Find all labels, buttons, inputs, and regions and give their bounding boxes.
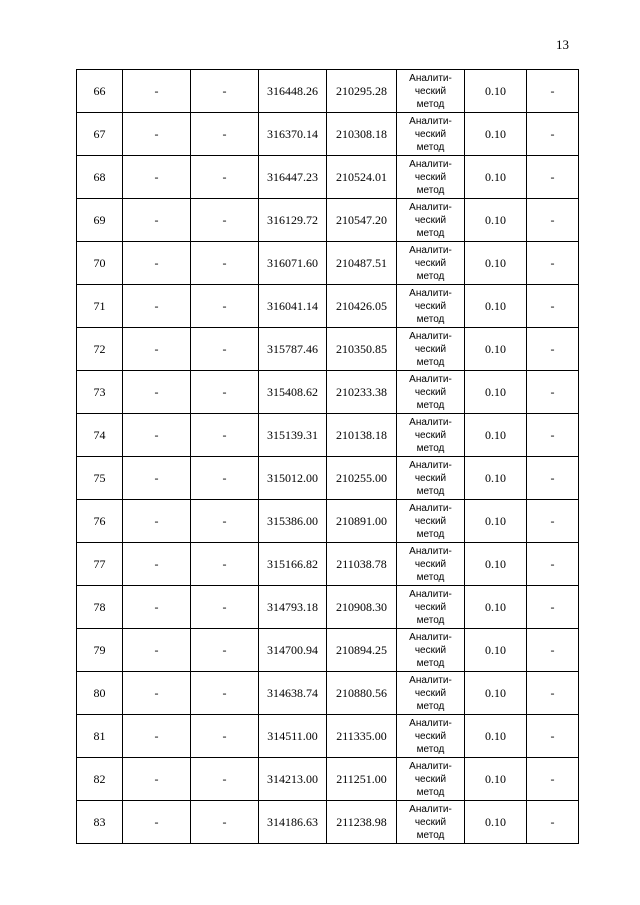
y-coordinate-cell: 210308.18 [327, 113, 397, 156]
method-line: ческий [414, 730, 447, 742]
empty-value-cell: - [527, 672, 579, 715]
y-coordinate-cell: 210255.00 [327, 457, 397, 500]
x-coordinate-cell: 314793.18 [259, 586, 327, 629]
empty-value-cell: - [123, 285, 191, 328]
table-row [77, 629, 579, 672]
point-number-cell: 75 [77, 457, 123, 500]
accuracy-cell: 0.10 [465, 113, 527, 156]
accuracy-cell: 0.10 [465, 672, 527, 715]
empty-value-cell: - [191, 758, 259, 801]
method-line: ческий [414, 300, 447, 312]
method-cell [397, 543, 465, 586]
method-line: Аналити- [409, 416, 452, 428]
accuracy-cell: 0.10 [465, 801, 527, 844]
y-coordinate-cell: 210233.38 [327, 371, 397, 414]
empty-value-cell: - [527, 801, 579, 844]
table-row [77, 199, 579, 242]
method-line: ческий [414, 214, 447, 226]
method-cell [397, 500, 465, 543]
empty-value-cell: - [123, 672, 191, 715]
method-line: метод [416, 313, 445, 325]
y-coordinate-cell: 211335.00 [327, 715, 397, 758]
method-line: метод [416, 270, 445, 282]
method-cell [397, 629, 465, 672]
method-cell [397, 672, 465, 715]
point-number-cell: 67 [77, 113, 123, 156]
accuracy-cell: 0.10 [465, 629, 527, 672]
empty-value-cell: - [527, 113, 579, 156]
x-coordinate-cell: 316041.14 [259, 285, 327, 328]
empty-value-cell: - [123, 70, 191, 113]
accuracy-cell: 0.10 [465, 371, 527, 414]
empty-value-cell: - [191, 586, 259, 629]
method-cell [397, 758, 465, 801]
x-coordinate-cell: 315386.00 [259, 500, 327, 543]
point-number-cell: 83 [77, 801, 123, 844]
empty-value-cell: - [123, 500, 191, 543]
method-cell [397, 457, 465, 500]
empty-value-cell: - [527, 199, 579, 242]
method-line: метод [416, 227, 445, 239]
empty-value-cell: - [191, 371, 259, 414]
table-row [77, 715, 579, 758]
method-line: метод [416, 571, 445, 583]
method-line: Аналити- [409, 631, 452, 643]
empty-value-cell: - [527, 371, 579, 414]
table-row [77, 371, 579, 414]
point-number-cell: 68 [77, 156, 123, 199]
table-row [77, 156, 579, 199]
method-line: ческий [414, 601, 447, 613]
method-line: Аналити- [409, 72, 452, 84]
empty-value-cell: - [527, 156, 579, 199]
method-line: ческий [414, 171, 447, 183]
empty-value-cell: - [123, 758, 191, 801]
method-line: Аналити- [409, 201, 452, 213]
empty-value-cell: - [123, 629, 191, 672]
method-line: Аналити- [409, 588, 452, 600]
y-coordinate-cell: 210426.05 [327, 285, 397, 328]
x-coordinate-cell: 315166.82 [259, 543, 327, 586]
empty-value-cell: - [527, 715, 579, 758]
method-line: ческий [414, 687, 447, 699]
table-row [77, 672, 579, 715]
method-line: Аналити- [409, 803, 452, 815]
y-coordinate-cell: 210891.00 [327, 500, 397, 543]
x-coordinate-cell: 315408.62 [259, 371, 327, 414]
empty-value-cell: - [123, 414, 191, 457]
empty-value-cell: - [191, 242, 259, 285]
accuracy-cell: 0.10 [465, 758, 527, 801]
empty-value-cell: - [527, 457, 579, 500]
method-cell [397, 371, 465, 414]
point-number-cell: 73 [77, 371, 123, 414]
empty-value-cell: - [527, 629, 579, 672]
y-coordinate-cell: 210908.30 [327, 586, 397, 629]
point-number-cell: 74 [77, 414, 123, 457]
accuracy-cell: 0.10 [465, 242, 527, 285]
method-cell [397, 801, 465, 844]
x-coordinate-cell: 316448.26 [259, 70, 327, 113]
empty-value-cell: - [191, 70, 259, 113]
accuracy-cell: 0.10 [465, 414, 527, 457]
point-number-cell: 79 [77, 629, 123, 672]
empty-value-cell: - [191, 414, 259, 457]
page-number: 13 [556, 37, 569, 52]
point-number-cell: 80 [77, 672, 123, 715]
method-line: Аналити- [409, 115, 452, 127]
empty-value-cell: - [527, 758, 579, 801]
method-line: Аналити- [409, 330, 452, 342]
x-coordinate-cell: 314638.74 [259, 672, 327, 715]
empty-value-cell: - [527, 500, 579, 543]
method-cell [397, 715, 465, 758]
method-cell [397, 414, 465, 457]
table-row [77, 242, 579, 285]
empty-value-cell: - [191, 543, 259, 586]
empty-value-cell: - [527, 586, 579, 629]
x-coordinate-cell: 314213.00 [259, 758, 327, 801]
table-row [77, 414, 579, 457]
method-line: Аналити- [409, 244, 452, 256]
accuracy-cell: 0.10 [465, 500, 527, 543]
empty-value-cell: - [123, 801, 191, 844]
accuracy-cell: 0.10 [465, 543, 527, 586]
point-number-cell: 76 [77, 500, 123, 543]
coordinates-table [76, 69, 579, 844]
method-line: метод [416, 700, 445, 712]
x-coordinate-cell: 315139.31 [259, 414, 327, 457]
method-line: метод [416, 399, 445, 411]
empty-value-cell: - [191, 156, 259, 199]
table-row [77, 801, 579, 844]
method-line: Аналити- [409, 502, 452, 514]
y-coordinate-cell: 210894.25 [327, 629, 397, 672]
table-row [77, 70, 579, 113]
method-cell [397, 328, 465, 371]
point-number-cell: 78 [77, 586, 123, 629]
method-line: ческий [414, 816, 447, 828]
table-row [77, 457, 579, 500]
y-coordinate-cell: 210138.18 [327, 414, 397, 457]
empty-value-cell: - [123, 242, 191, 285]
method-line: Аналити- [409, 459, 452, 471]
y-coordinate-cell: 211038.78 [327, 543, 397, 586]
empty-value-cell: - [527, 70, 579, 113]
accuracy-cell: 0.10 [465, 715, 527, 758]
method-cell [397, 70, 465, 113]
method-cell [397, 156, 465, 199]
method-line: ческий [414, 558, 447, 570]
method-cell [397, 285, 465, 328]
method-line: ческий [414, 429, 447, 441]
point-number-cell: 66 [77, 70, 123, 113]
empty-value-cell: - [527, 414, 579, 457]
empty-value-cell: - [191, 285, 259, 328]
x-coordinate-cell: 316071.60 [259, 242, 327, 285]
table-row [77, 285, 579, 328]
empty-value-cell: - [191, 629, 259, 672]
y-coordinate-cell: 210350.85 [327, 328, 397, 371]
y-coordinate-cell: 210547.20 [327, 199, 397, 242]
empty-value-cell: - [191, 328, 259, 371]
x-coordinate-cell: 314186.63 [259, 801, 327, 844]
empty-value-cell: - [191, 199, 259, 242]
table-row [77, 758, 579, 801]
empty-value-cell: - [123, 371, 191, 414]
x-coordinate-cell: 316129.72 [259, 199, 327, 242]
empty-value-cell: - [123, 543, 191, 586]
empty-value-cell: - [191, 500, 259, 543]
method-line: метод [416, 528, 445, 540]
x-coordinate-cell: 316370.14 [259, 113, 327, 156]
y-coordinate-cell: 211251.00 [327, 758, 397, 801]
method-line: Аналити- [409, 158, 452, 170]
table-row [77, 586, 579, 629]
y-coordinate-cell: 210880.56 [327, 672, 397, 715]
method-line: метод [416, 829, 445, 841]
method-line: Аналити- [409, 373, 452, 385]
point-number-cell: 71 [77, 285, 123, 328]
empty-value-cell: - [527, 328, 579, 371]
empty-value-cell: - [191, 715, 259, 758]
empty-value-cell: - [527, 543, 579, 586]
empty-value-cell: - [527, 242, 579, 285]
empty-value-cell: - [527, 285, 579, 328]
table-row [77, 543, 579, 586]
method-line: ческий [414, 515, 447, 527]
method-line: метод [416, 614, 445, 626]
method-line: Аналити- [409, 717, 452, 729]
method-line: ческий [414, 386, 447, 398]
empty-value-cell: - [123, 586, 191, 629]
x-coordinate-cell: 314700.94 [259, 629, 327, 672]
y-coordinate-cell: 211238.98 [327, 801, 397, 844]
method-cell [397, 113, 465, 156]
y-coordinate-cell: 210524.01 [327, 156, 397, 199]
x-coordinate-cell: 315787.46 [259, 328, 327, 371]
method-line: метод [416, 743, 445, 755]
x-coordinate-cell: 314511.00 [259, 715, 327, 758]
accuracy-cell: 0.10 [465, 285, 527, 328]
method-line: метод [416, 485, 445, 497]
accuracy-cell: 0.10 [465, 586, 527, 629]
empty-value-cell: - [191, 672, 259, 715]
method-cell [397, 199, 465, 242]
method-line: метод [416, 98, 445, 110]
point-number-cell: 82 [77, 758, 123, 801]
table-row [77, 500, 579, 543]
method-line: ческий [414, 644, 447, 656]
method-line: ческий [414, 128, 447, 140]
empty-value-cell: - [123, 328, 191, 371]
method-line: метод [416, 141, 445, 153]
method-line: ческий [414, 257, 447, 269]
empty-value-cell: - [191, 113, 259, 156]
point-number-cell: 72 [77, 328, 123, 371]
x-coordinate-cell: 315012.00 [259, 457, 327, 500]
method-line: Аналити- [409, 545, 452, 557]
method-cell [397, 242, 465, 285]
empty-value-cell: - [123, 715, 191, 758]
method-cell [397, 586, 465, 629]
y-coordinate-cell: 210487.51 [327, 242, 397, 285]
method-line: Аналити- [409, 760, 452, 772]
method-line: Аналити- [409, 287, 452, 299]
method-line: ческий [414, 773, 447, 785]
empty-value-cell: - [123, 156, 191, 199]
table-body [77, 70, 579, 844]
accuracy-cell: 0.10 [465, 199, 527, 242]
point-number-cell: 81 [77, 715, 123, 758]
table-row [77, 113, 579, 156]
empty-value-cell: - [123, 199, 191, 242]
method-line: ческий [414, 343, 447, 355]
accuracy-cell: 0.10 [465, 328, 527, 371]
method-line: ческий [414, 472, 447, 484]
y-coordinate-cell: 210295.28 [327, 70, 397, 113]
method-line: метод [416, 184, 445, 196]
point-number-cell: 77 [77, 543, 123, 586]
point-number-cell: 70 [77, 242, 123, 285]
accuracy-cell: 0.10 [465, 457, 527, 500]
x-coordinate-cell: 316447.23 [259, 156, 327, 199]
method-line: метод [416, 356, 445, 368]
empty-value-cell: - [123, 457, 191, 500]
accuracy-cell: 0.10 [465, 70, 527, 113]
point-number-cell: 69 [77, 199, 123, 242]
method-line: метод [416, 442, 445, 454]
accuracy-cell: 0.10 [465, 156, 527, 199]
empty-value-cell: - [123, 113, 191, 156]
empty-value-cell: - [191, 801, 259, 844]
method-line: метод [416, 657, 445, 669]
table-row [77, 328, 579, 371]
empty-value-cell: - [191, 457, 259, 500]
method-line: Аналити- [409, 674, 452, 686]
method-line: метод [416, 786, 445, 798]
method-line: ческий [414, 85, 447, 97]
